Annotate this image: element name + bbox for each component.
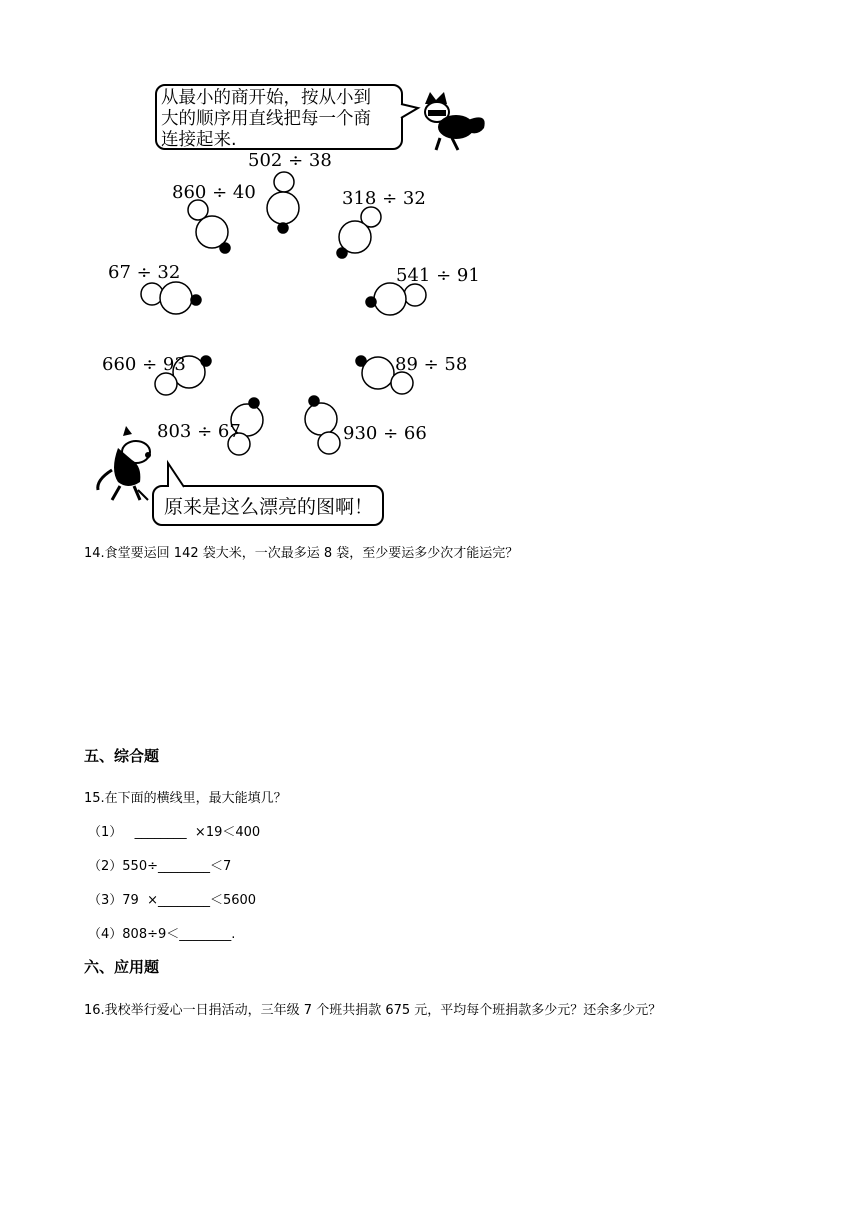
quotient-circles-67 — [141, 282, 201, 314]
instruction-line-3: 连接起来. — [161, 130, 237, 150]
question-15-item-2: （2）550÷________＜7 — [88, 859, 232, 874]
expression-67: 67 ÷ 32 — [108, 262, 181, 283]
quotient-circles-318 — [337, 207, 381, 258]
exclaim-text: 原来是这么漂亮的图啊！ — [164, 496, 374, 518]
question-15-item-3: （3）79 ×________＜5600 — [88, 893, 257, 908]
expression-318: 318 ÷ 32 — [342, 188, 426, 209]
dog-icon — [98, 426, 151, 500]
question-16: 16.我校举行爱心一日捐活动，三年级 7 个班共捐款 675 元，平均每个班捐款多少元？还余多少元？ — [84, 1003, 662, 1018]
expression-89: 89 ÷ 58 — [395, 354, 468, 375]
quotient-circles-860 — [188, 200, 230, 253]
quotient-circles-541 — [366, 283, 426, 315]
quotient-circles-502 — [267, 172, 299, 233]
question-14: 14.食堂要运回 142 袋大米，一次最多运 8 袋，至少要运多少次才能运完？ — [84, 546, 519, 561]
bubble-tail — [401, 104, 418, 118]
expression-930: 930 ÷ 66 — [343, 423, 427, 444]
raccoon-icon — [425, 92, 485, 150]
instruction-line-1: 从最小的商开始，按从小到 — [161, 88, 371, 108]
expression-803: 803 ÷ 67 — [157, 421, 241, 442]
quotient-circles-930 — [305, 396, 340, 454]
bubble-tail — [168, 463, 184, 487]
expression-660: 660 ÷ 93 — [102, 354, 186, 375]
instruction-line-2: 大的顺序用直线把每一个商 — [161, 109, 371, 129]
expression-541: 541 ÷ 91 — [396, 265, 480, 286]
section-heading-5: 五、综合题 — [84, 747, 160, 765]
question-15-item-4: （4）808÷9＜________. — [88, 927, 236, 942]
section-heading-6: 六、应用题 — [84, 958, 160, 976]
expression-860: 860 ÷ 40 — [172, 182, 256, 203]
expression-502: 502 ÷ 38 — [248, 150, 332, 171]
question-15-item-1: （1） ________ ×19＜400 — [88, 825, 261, 840]
question-15-title: 15.在下面的横线里，最大能填几？ — [84, 791, 287, 806]
